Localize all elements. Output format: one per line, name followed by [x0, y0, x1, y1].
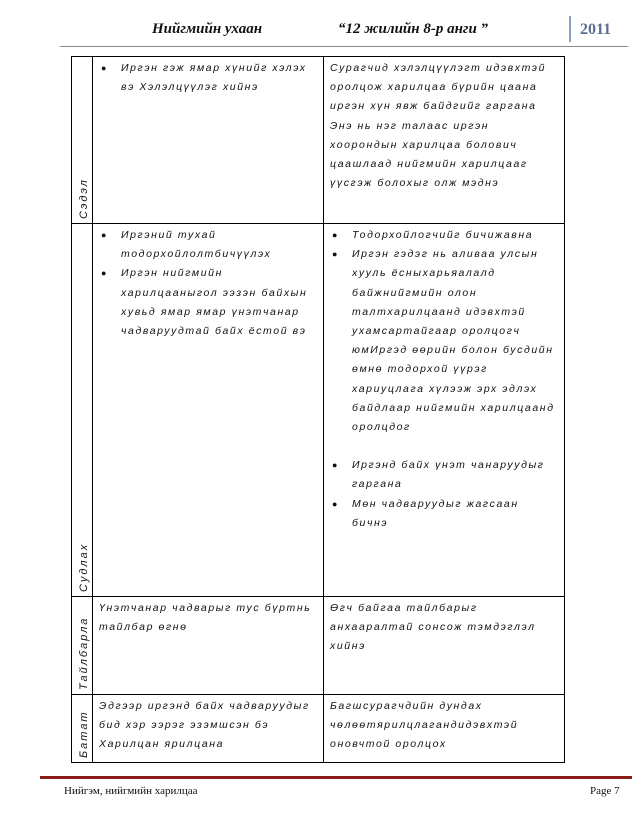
teacher-cell: [93, 695, 324, 763]
list-item: ● Мөн чадваруудыг жагсаан бичнэ: [330, 495, 558, 533]
student-cell: [324, 695, 565, 763]
table-row: [72, 224, 565, 597]
row-label: Судлах: [78, 542, 90, 592]
cell-text: Өгч байгаа тайлбарыг анхааралтай сонсож тэмдэглэл хийнэ: [330, 602, 536, 653]
table-row: [72, 695, 565, 763]
table-row: [72, 597, 565, 695]
list-item: ● Иргэн нийгмийн харилцааныгол ээзэн байхын хувьд ямар ямар үнэтчанар чадваруудтай байх ёстой вэ: [99, 264, 317, 341]
student-cell: [324, 57, 565, 224]
list-item: ● Иргэнд байх үнэт чанаруудыг гаргана: [330, 456, 558, 494]
row-label: Батат: [78, 710, 90, 758]
page-number: Page 7: [590, 785, 620, 797]
lesson-table: [71, 56, 565, 763]
row-label-cell: [72, 224, 93, 597]
row-label: Тайлбарла: [78, 616, 90, 690]
footer-rule: [40, 776, 632, 779]
footer-title: Нийгэм, нийгмийн харилцаа: [64, 785, 198, 797]
row-label-cell: [72, 57, 93, 224]
header-subject: Нийгмийн ухаан: [152, 21, 263, 37]
page-header: [0, 12, 638, 46]
teacher-cell: [93, 597, 324, 695]
cell-text: Эдгээр иргэнд байх чадваруудыг бид хэр ээрэг эзэмшсэн бэ Харилцан ярилцана: [99, 700, 310, 751]
cell-text: Үнэтчанар чадварыг тус бүртнь тайлбар өгнө: [99, 602, 312, 634]
student-cell: [324, 597, 565, 695]
header-grade: “12 жилийн 8-р анги ”: [338, 21, 489, 37]
row-label-cell: [72, 597, 93, 695]
cell-text: Сурагчид хэлэлцүүлэгт идэвхтэй оролцож харилцаа бүрийн цаана иргэн хүн явж байдгийг гаргана Энэ нь нэг талаас иргэн хоорондын харилцаа болович цаашлаад нийгмийн харилцааг үүсгэж болохыг олж мэднэ: [330, 62, 547, 190]
table-row: [72, 57, 565, 224]
header-year: 2011: [580, 21, 612, 38]
row-label: Сэдэл: [78, 178, 90, 219]
teacher-cell: [93, 224, 324, 597]
list-item: ● Иргэн гэдэг нь аливаа улсын хууль ёсныхарьяалалд байжнийгмийн олон талтхарилцаанд идэвхтэй ухамсартайгаар оролцогч юмИргэд өөрийн болон бусдийн өмнө тодорхой үүрэг хариуцлага хүлээж эрх эдлэх байдлаар нийгмийн харилцаанд оролцдог: [330, 245, 558, 437]
row-label-cell: [72, 695, 93, 763]
list-item: ● Тодорхойлогчийг бичижавна: [330, 226, 558, 245]
teacher-cell: [93, 57, 324, 224]
student-cell: [324, 224, 565, 597]
header-rule: [60, 46, 628, 47]
header-separator: [569, 16, 571, 42]
cell-text: Багшсурагчдийн дундах чөлөөтярилцлагандидэвхтэй оновчтой оролцох: [330, 700, 519, 751]
list-item: ● Иргэний тухай тодорхойлолтбичүүлэх: [99, 226, 317, 264]
list-item: ● Иргэн гэж ямар хүнийг хэлэх вэ Хэлэлцүүлэг хийнэ: [99, 59, 317, 97]
